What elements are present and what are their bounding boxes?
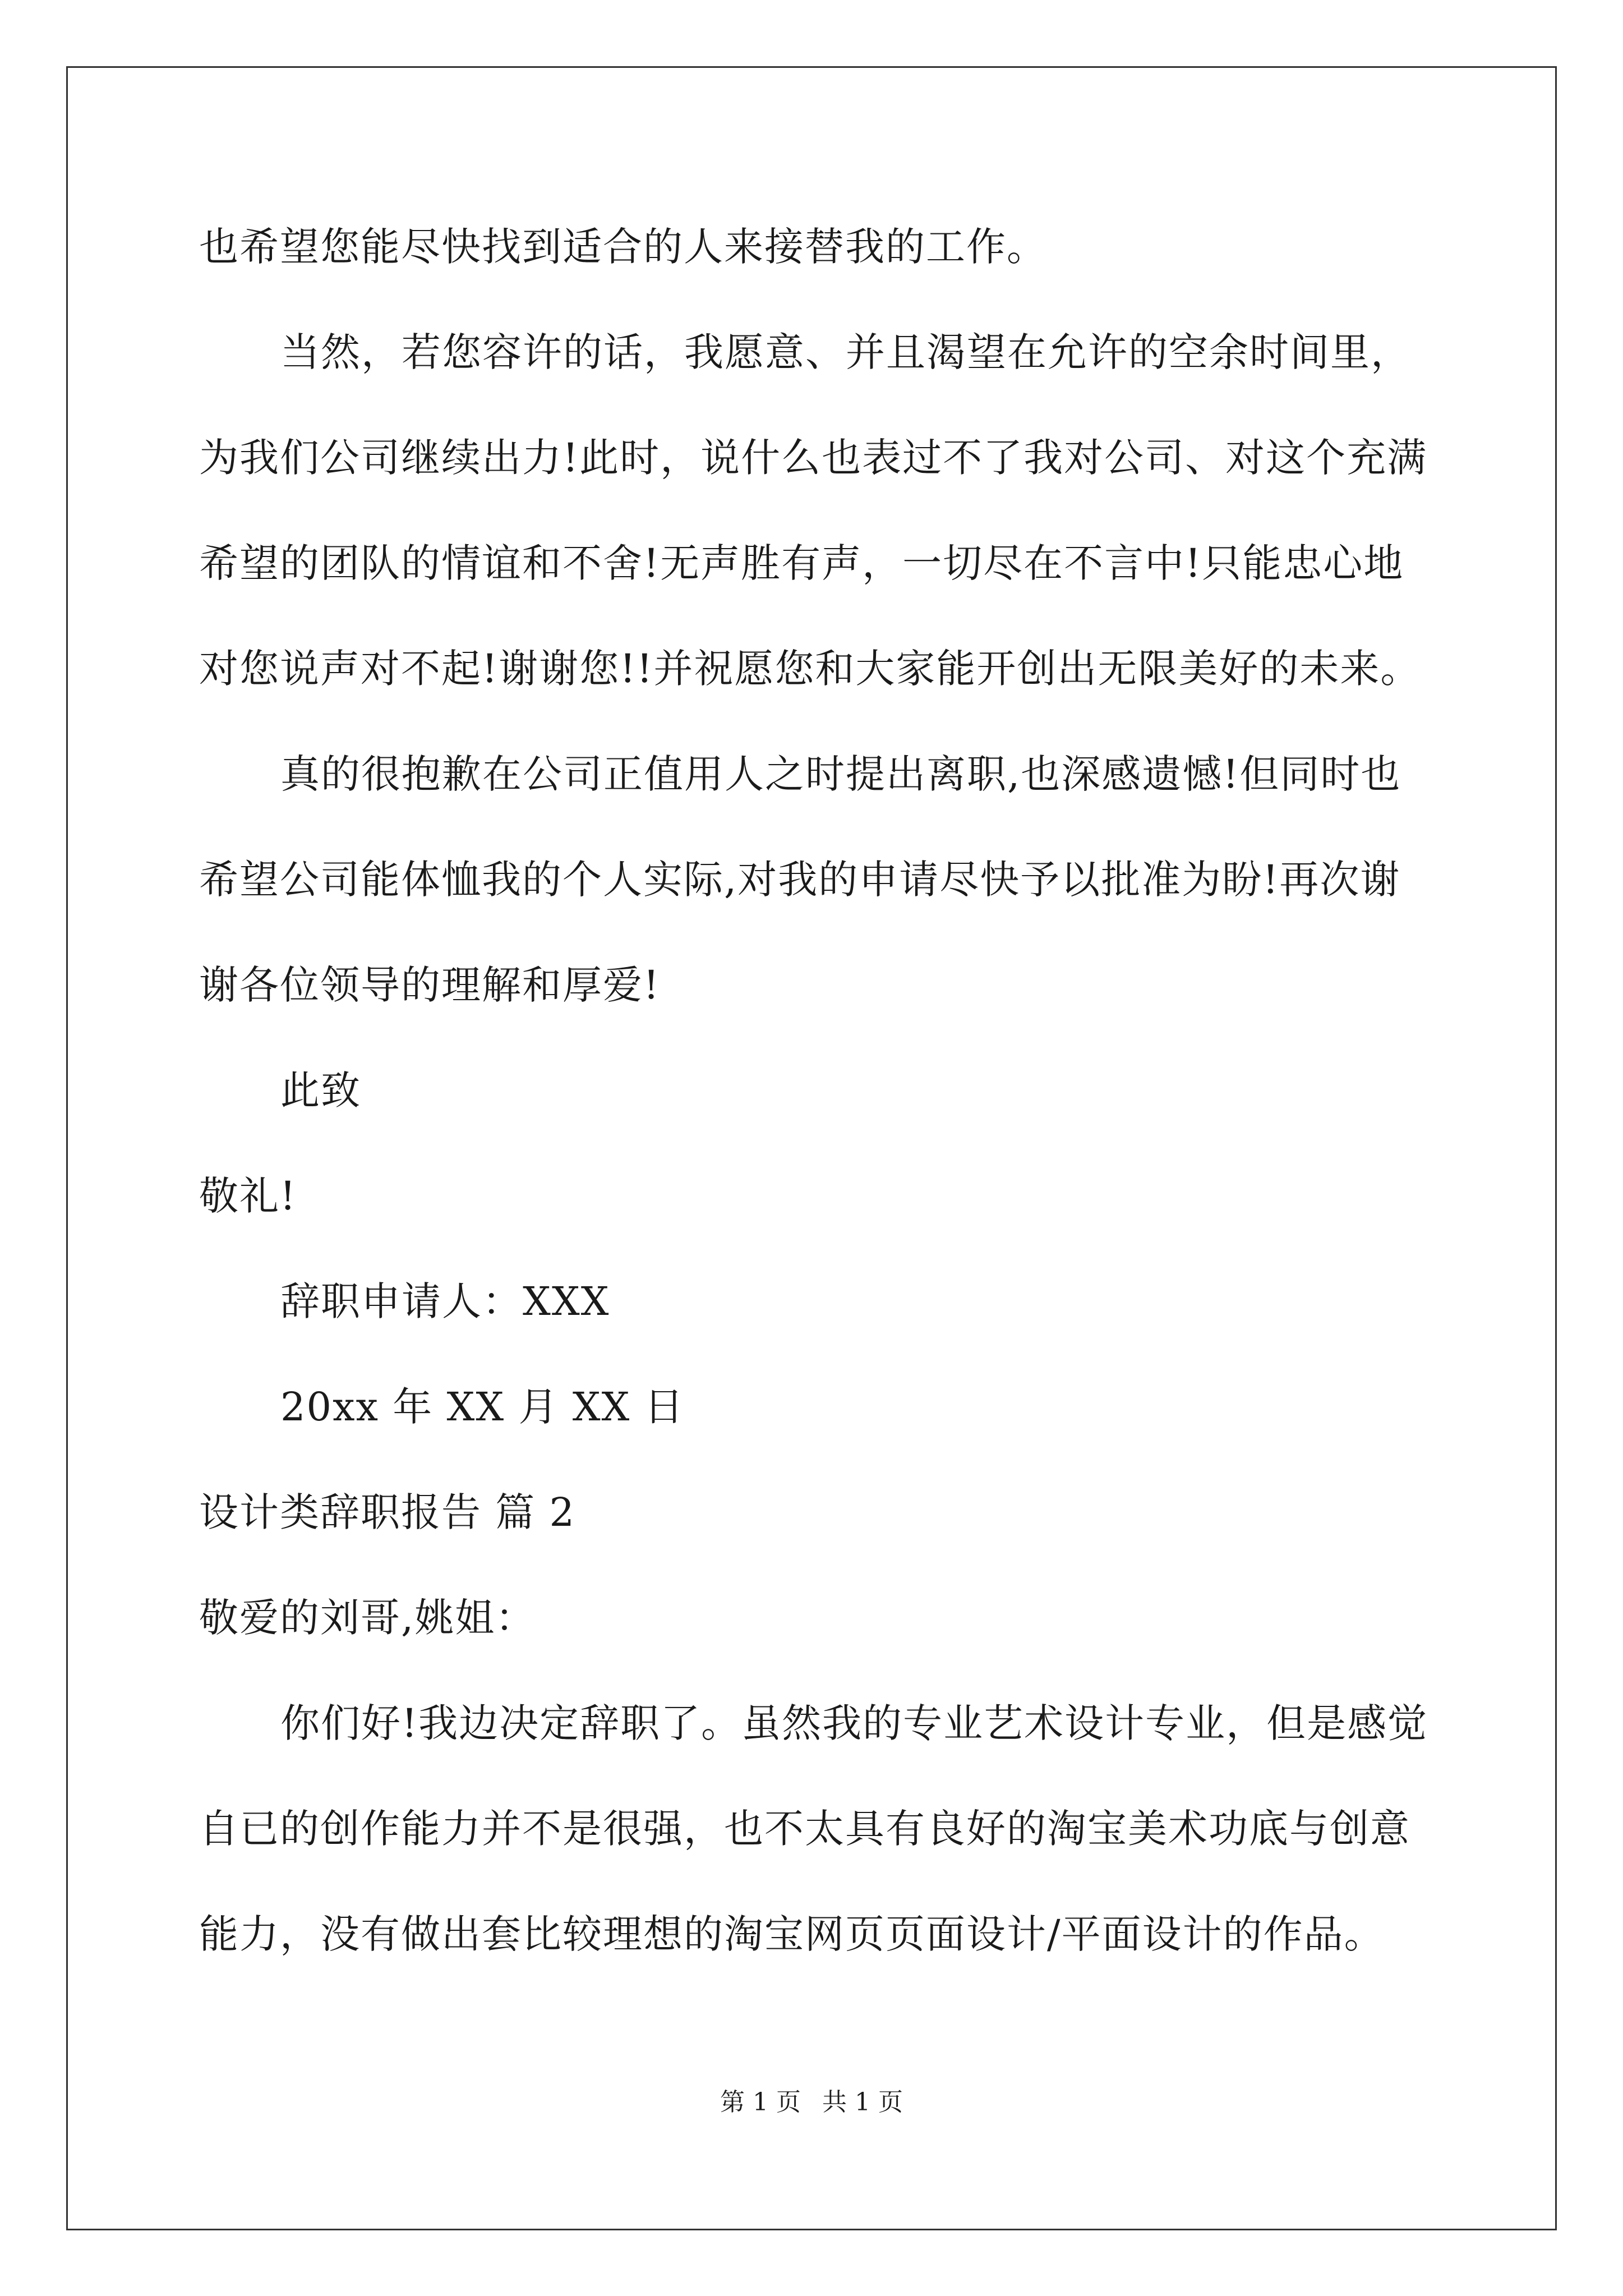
page-number-total: 共 1 页	[822, 2088, 903, 2116]
page-footer	[0, 2086, 1623, 2119]
paragraph-line: 能力，没有做出套比较理想的淘宝网页页面设计/平面设计的作品。	[199, 1911, 1385, 1957]
page-number-current: 第 1 页	[720, 2088, 801, 2116]
paragraph-line: 对您说声对不起!谢谢您!!并祝愿您和大家能开创出无限美好的未来。	[199, 646, 1421, 692]
paragraph-line: 真的很抱歉在公司正值用人之时提出离职,也深感遗憾!但同时也	[280, 751, 1401, 797]
paragraph-line: 希望的团队的情谊和不舍!无声胜有声，一切尽在不言中!只能忠心地	[199, 540, 1404, 586]
paragraph-line: 当然，若您容许的话，我愿意、并且渴望在允许的空余时间里，	[280, 329, 1411, 375]
applicant-signature: 辞职申请人：XXX	[280, 1278, 610, 1324]
paragraph-line: 为我们公司继续出力!此时，说什么也表过不了我对公司、对这个充满	[199, 435, 1428, 481]
paragraph-line: 谢各位领导的理解和厚爱!	[199, 962, 661, 1008]
paragraph-line: 你们好!我边决定辞职了。虽然我的专业艺术设计专业，但是感觉	[280, 1700, 1428, 1746]
paragraph-line: 希望公司能体恤我的个人实际,对我的申请尽快予以批准为盼!再次谢	[199, 857, 1401, 903]
letter-greeting: 敬爱的刘哥,姚姐：	[199, 1595, 536, 1641]
salutation-closing: 此致	[280, 1068, 361, 1114]
date-line: 20xx 年 XX 月 XX 日	[280, 1384, 685, 1430]
paragraph-line: 自已的创作能力并不是很强，也不太具有良好的淘宝美术功底与创意	[199, 1806, 1410, 1852]
paragraph-line: 也希望您能尽快找到适合的人来接替我的工作。	[199, 224, 1047, 270]
section-heading: 设计类辞职报告 篇 2	[199, 1489, 576, 1535]
salutation-respect: 敬礼!	[199, 1173, 297, 1219]
